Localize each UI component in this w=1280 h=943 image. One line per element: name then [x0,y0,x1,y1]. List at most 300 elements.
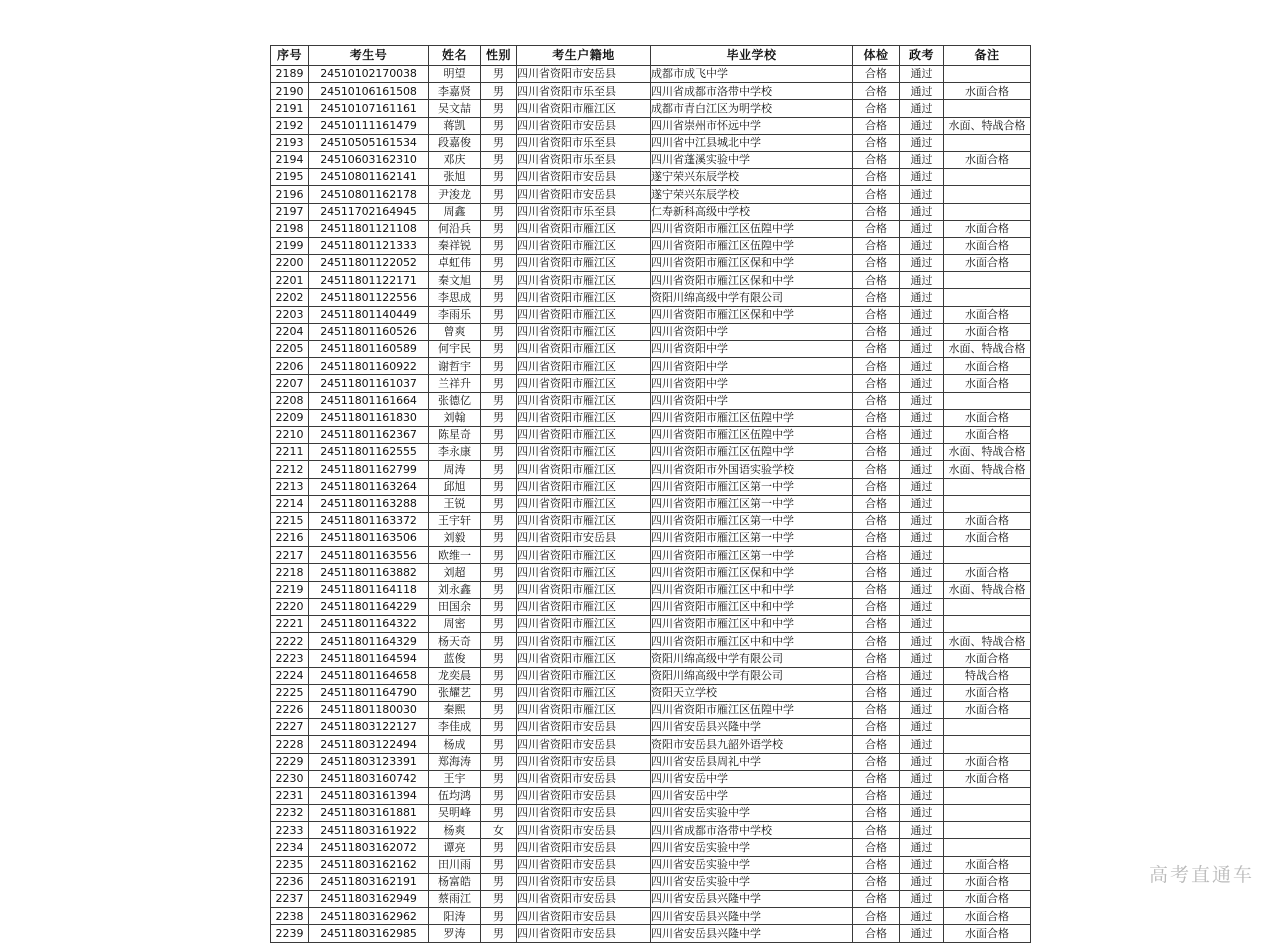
cell-exam: 24511801161664 [309,392,429,409]
cell-idx: 2194 [271,151,309,168]
table-row [271,83,1031,100]
table-row [271,66,1031,83]
cell-school: 仁寿新科高级中学校 [651,203,853,220]
cell-remark: 水面合格 [944,323,1031,340]
cell-exam: 24511803162985 [309,925,429,942]
cell-remark: 水面合格 [944,770,1031,787]
cell-name: 蔡雨江 [429,891,481,908]
cell-political: 通过 [900,633,944,650]
cell-name: 李佳成 [429,719,481,736]
cell-exam: 24511801162799 [309,461,429,478]
cell-school: 四川省安岳中学 [651,787,853,804]
table-row [271,255,1031,272]
cell-sex: 男 [481,616,517,633]
cell-sex: 男 [481,66,517,83]
cell-remark [944,169,1031,186]
cell-domicile: 四川省资阳市安岳县 [517,873,651,890]
cell-school: 成都市青白江区为明学校 [651,100,853,117]
cell-school: 四川省资阳市雁江区伍隍中学 [651,409,853,426]
cell-remark [944,547,1031,564]
cell-name: 张德亿 [429,392,481,409]
table-row [271,701,1031,718]
cell-idx: 2190 [271,83,309,100]
cell-political: 通过 [900,530,944,547]
cell-sex: 男 [481,100,517,117]
cell-school: 四川省资阳市雁江区保和中学 [651,306,853,323]
cell-idx: 2204 [271,323,309,340]
cell-school: 四川省安岳实验中学 [651,805,853,822]
cell-physical: 合格 [853,684,900,701]
cell-political: 通过 [900,839,944,856]
cell-exam: 24511801122052 [309,255,429,272]
table-row [271,633,1031,650]
cell-domicile: 四川省资阳市雁江区 [517,100,651,117]
cell-political: 通过 [900,358,944,375]
cell-name: 周鑫 [429,203,481,220]
cell-remark [944,66,1031,83]
cell-exam: 24511801164594 [309,650,429,667]
cell-remark: 水面合格 [944,701,1031,718]
cell-domicile: 四川省资阳市雁江区 [517,444,651,461]
table-row [271,822,1031,839]
cell-name: 刘毅 [429,530,481,547]
cell-political: 通过 [900,134,944,151]
cell-physical: 合格 [853,392,900,409]
cell-physical: 合格 [853,925,900,942]
cell-remark: 水面合格 [944,856,1031,873]
cell-remark [944,616,1031,633]
cell-physical: 合格 [853,633,900,650]
cell-remark: 水面合格 [944,530,1031,547]
cell-exam: 24511801164322 [309,616,429,633]
cell-idx: 2231 [271,787,309,804]
cell-sex: 男 [481,426,517,443]
cell-exam: 24511801164118 [309,581,429,598]
cell-political: 通过 [900,478,944,495]
cell-name: 罗涛 [429,925,481,942]
cell-school: 四川省资阳市雁江区中和中学 [651,616,853,633]
cell-domicile: 四川省资阳市雁江区 [517,650,651,667]
cell-exam: 24510102170038 [309,66,429,83]
cell-idx: 2195 [271,169,309,186]
table-body [271,66,1031,943]
cell-idx: 2238 [271,908,309,925]
cell-idx: 2217 [271,547,309,564]
cell-school: 四川省资阳市雁江区伍隍中学 [651,220,853,237]
cell-sex: 男 [481,770,517,787]
cell-political: 通过 [900,856,944,873]
cell-name: 段嘉俊 [429,134,481,151]
cell-school: 四川省成都市洛带中学校 [651,83,853,100]
cell-sex: 男 [481,117,517,134]
cell-sex: 男 [481,873,517,890]
table-row [271,684,1031,701]
cell-idx: 2222 [271,633,309,650]
cell-school: 四川省资阳市雁江区第一中学 [651,512,853,529]
table-row [271,375,1031,392]
cell-sex: 男 [481,409,517,426]
cell-sex: 男 [481,736,517,753]
cell-exam: 24511801121333 [309,237,429,254]
cell-domicile: 四川省资阳市雁江区 [517,495,651,512]
cell-political: 通过 [900,83,944,100]
cell-name: 王宇轩 [429,512,481,529]
cell-domicile: 四川省资阳市安岳县 [517,66,651,83]
cell-political: 通过 [900,220,944,237]
table-row [271,805,1031,822]
cell-political: 通过 [900,616,944,633]
cell-exam: 24511801160526 [309,323,429,340]
column-header-political-exam: 政考 [900,46,944,66]
table-row [271,306,1031,323]
cell-name: 何宇民 [429,341,481,358]
cell-remark: 水面、特战合格 [944,581,1031,598]
cell-idx: 2201 [271,272,309,289]
table-row [271,650,1031,667]
cell-physical: 合格 [853,341,900,358]
cell-sex: 男 [481,341,517,358]
cell-idx: 2239 [271,925,309,942]
cell-idx: 2237 [271,891,309,908]
cell-domicile: 四川省资阳市雁江区 [517,547,651,564]
cell-school: 四川省资阳市雁江区第一中学 [651,547,853,564]
cell-physical: 合格 [853,409,900,426]
cell-idx: 2232 [271,805,309,822]
cell-political: 通过 [900,426,944,443]
cell-name: 阳涛 [429,908,481,925]
cell-school: 四川省资阳市雁江区伍隍中学 [651,237,853,254]
cell-remark: 水面合格 [944,237,1031,254]
table-row [271,444,1031,461]
table-row [271,667,1031,684]
cell-idx: 2219 [271,581,309,598]
cell-name: 伍均鸿 [429,787,481,804]
table-row [271,598,1031,615]
cell-idx: 2226 [271,701,309,718]
cell-physical: 合格 [853,375,900,392]
cell-name: 王锐 [429,495,481,512]
cell-exam: 24511803162949 [309,891,429,908]
candidate-roster-table [270,45,1031,943]
cell-idx: 2210 [271,426,309,443]
cell-remark: 特战合格 [944,667,1031,684]
cell-physical: 合格 [853,650,900,667]
cell-domicile: 四川省资阳市雁江区 [517,255,651,272]
cell-physical: 合格 [853,289,900,306]
cell-sex: 男 [481,495,517,512]
cell-name: 秦祥锐 [429,237,481,254]
cell-sex: 男 [481,633,517,650]
cell-name: 卓虹伟 [429,255,481,272]
cell-remark: 水面合格 [944,409,1031,426]
cell-school: 四川省安岳县周礼中学 [651,753,853,770]
table-row [271,581,1031,598]
cell-physical: 合格 [853,719,900,736]
cell-school: 四川省资阳市雁江区中和中学 [651,633,853,650]
cell-remark [944,787,1031,804]
cell-exam: 24511803123391 [309,753,429,770]
cell-sex: 女 [481,822,517,839]
cell-political: 通过 [900,787,944,804]
table-row [271,925,1031,942]
cell-political: 通过 [900,255,944,272]
cell-idx: 2208 [271,392,309,409]
cell-political: 通过 [900,650,944,667]
cell-domicile: 四川省资阳市雁江区 [517,598,651,615]
cell-political: 通过 [900,237,944,254]
cell-exam: 24511803161881 [309,805,429,822]
cell-remark: 水面合格 [944,908,1031,925]
table-row [271,478,1031,495]
cell-physical: 合格 [853,203,900,220]
cell-sex: 男 [481,358,517,375]
cell-physical: 合格 [853,220,900,237]
watermark: 高考直通车 [1148,864,1254,886]
cell-sex: 男 [481,134,517,151]
cell-political: 通过 [900,753,944,770]
cell-domicile: 四川省资阳市雁江区 [517,426,651,443]
cell-political: 通过 [900,925,944,942]
cell-idx: 2198 [271,220,309,237]
table-row [271,341,1031,358]
cell-sex: 男 [481,186,517,203]
cell-domicile: 四川省资阳市安岳县 [517,805,651,822]
cell-domicile: 四川省资阳市雁江区 [517,375,651,392]
cell-remark [944,186,1031,203]
cell-domicile: 四川省资阳市安岳县 [517,719,651,736]
table-header-row [271,46,1031,66]
cell-exam: 24511803162072 [309,839,429,856]
cell-domicile: 四川省资阳市安岳县 [517,822,651,839]
cell-school: 四川省资阳市雁江区伍隍中学 [651,701,853,718]
cell-school: 资阳川绵高级中学有限公司 [651,667,853,684]
cell-domicile: 四川省资阳市乐至县 [517,203,651,220]
cell-idx: 2197 [271,203,309,220]
cell-sex: 男 [481,530,517,547]
cell-political: 通过 [900,581,944,598]
cell-political: 通过 [900,323,944,340]
cell-name: 李嘉贤 [429,83,481,100]
cell-name: 杨爽 [429,822,481,839]
cell-exam: 24511801162367 [309,426,429,443]
cell-idx: 2206 [271,358,309,375]
cell-political: 通过 [900,117,944,134]
table-row [271,358,1031,375]
cell-domicile: 四川省资阳市乐至县 [517,83,651,100]
cell-domicile: 四川省资阳市安岳县 [517,117,651,134]
cell-name: 邓庆 [429,151,481,168]
cell-remark: 水面合格 [944,220,1031,237]
cell-political: 通过 [900,598,944,615]
cell-name: 欧维一 [429,547,481,564]
cell-domicile: 四川省资阳市雁江区 [517,341,651,358]
cell-physical: 合格 [853,358,900,375]
cell-domicile: 四川省资阳市安岳县 [517,186,651,203]
cell-political: 通过 [900,341,944,358]
cell-physical: 合格 [853,822,900,839]
cell-idx: 2236 [271,873,309,890]
cell-school: 四川省资阳市雁江区中和中学 [651,581,853,598]
cell-idx: 2211 [271,444,309,461]
cell-name: 李雨乐 [429,306,481,323]
cell-political: 通过 [900,891,944,908]
cell-idx: 2218 [271,564,309,581]
cell-exam: 24511801161830 [309,409,429,426]
cell-school: 成都市成飞中学 [651,66,853,83]
cell-sex: 男 [481,684,517,701]
cell-physical: 合格 [853,169,900,186]
cell-sex: 男 [481,598,517,615]
cell-domicile: 四川省资阳市雁江区 [517,323,651,340]
cell-school: 四川省资阳市雁江区保和中学 [651,564,853,581]
cell-sex: 男 [481,255,517,272]
candidate-roster-table-container [270,45,1026,943]
cell-domicile: 四川省资阳市安岳县 [517,856,651,873]
cell-domicile: 四川省资阳市雁江区 [517,289,651,306]
cell-domicile: 四川省资阳市雁江区 [517,478,651,495]
cell-idx: 2207 [271,375,309,392]
cell-school: 四川省蓬溪实验中学 [651,151,853,168]
cell-exam: 24511803161394 [309,787,429,804]
cell-exam: 24511801161037 [309,375,429,392]
cell-name: 谢哲宇 [429,358,481,375]
cell-physical: 合格 [853,701,900,718]
cell-political: 通过 [900,289,944,306]
cell-idx: 2230 [271,770,309,787]
cell-sex: 男 [481,323,517,340]
column-header-name: 姓名 [429,46,481,66]
cell-sex: 男 [481,272,517,289]
cell-school: 四川省崇州市怀远中学 [651,117,853,134]
cell-idx: 2223 [271,650,309,667]
cell-domicile: 四川省资阳市雁江区 [517,564,651,581]
cell-remark: 水面合格 [944,358,1031,375]
cell-political: 通过 [900,736,944,753]
cell-physical: 合格 [853,581,900,598]
cell-name: 刘翰 [429,409,481,426]
cell-sex: 男 [481,650,517,667]
cell-remark: 水面、特战合格 [944,341,1031,358]
cell-name: 明望 [429,66,481,83]
cell-physical: 合格 [853,461,900,478]
cell-political: 通过 [900,151,944,168]
cell-sex: 男 [481,151,517,168]
cell-sex: 男 [481,908,517,925]
cell-name: 王宇 [429,770,481,787]
cell-idx: 2221 [271,616,309,633]
cell-name: 吴文喆 [429,100,481,117]
cell-sex: 男 [481,925,517,942]
cell-political: 通过 [900,805,944,822]
cell-domicile: 四川省资阳市雁江区 [517,581,651,598]
cell-remark: 水面合格 [944,306,1031,323]
table-row [271,753,1031,770]
cell-physical: 合格 [853,83,900,100]
cell-school: 四川省安岳实验中学 [651,839,853,856]
cell-political: 通过 [900,461,944,478]
cell-idx: 2227 [271,719,309,736]
cell-domicile: 四川省资阳市雁江区 [517,512,651,529]
table-row [271,770,1031,787]
cell-physical: 合格 [853,66,900,83]
cell-school: 四川省安岳中学 [651,770,853,787]
cell-physical: 合格 [853,478,900,495]
cell-physical: 合格 [853,770,900,787]
table-row [271,409,1031,426]
cell-domicile: 四川省资阳市安岳县 [517,891,651,908]
cell-domicile: 四川省资阳市安岳县 [517,736,651,753]
cell-exam: 24511801163882 [309,564,429,581]
cell-school: 资阳川绵高级中学有限公司 [651,289,853,306]
cell-domicile: 四川省资阳市乐至县 [517,134,651,151]
table-row [271,839,1031,856]
table-row [271,547,1031,564]
cell-remark: 水面、特战合格 [944,633,1031,650]
cell-name: 田川雨 [429,856,481,873]
cell-name: 周涛 [429,461,481,478]
cell-exam: 24511803162162 [309,856,429,873]
cell-physical: 合格 [853,255,900,272]
cell-physical: 合格 [853,616,900,633]
cell-remark: 水面合格 [944,512,1031,529]
cell-name: 杨富皓 [429,873,481,890]
cell-school: 遂宁荣兴东辰学校 [651,169,853,186]
cell-name: 邱旭 [429,478,481,495]
cell-remark: 水面合格 [944,151,1031,168]
cell-name: 陈星奇 [429,426,481,443]
cell-sex: 男 [481,444,517,461]
cell-political: 通过 [900,719,944,736]
cell-idx: 2233 [271,822,309,839]
cell-school: 遂宁荣兴东辰学校 [651,186,853,203]
cell-exam: 24511801163264 [309,478,429,495]
cell-idx: 2209 [271,409,309,426]
cell-idx: 2229 [271,753,309,770]
cell-exam: 24511801164329 [309,633,429,650]
cell-exam: 24511801163288 [309,495,429,512]
cell-name: 田国余 [429,598,481,615]
cell-school: 资阳天立学校 [651,684,853,701]
table-row [271,891,1031,908]
cell-name: 秦文旭 [429,272,481,289]
cell-political: 通过 [900,272,944,289]
cell-physical: 合格 [853,323,900,340]
cell-physical: 合格 [853,495,900,512]
cell-exam: 24510107161161 [309,100,429,117]
cell-school: 四川省资阳中学 [651,358,853,375]
cell-remark: 水面合格 [944,873,1031,890]
cell-school: 四川省安岳实验中学 [651,873,853,890]
cell-political: 通过 [900,306,944,323]
cell-exam: 24511801164790 [309,684,429,701]
cell-remark [944,203,1031,220]
table-row [271,289,1031,306]
cell-sex: 男 [481,203,517,220]
cell-political: 通过 [900,701,944,718]
cell-exam: 24511801164658 [309,667,429,684]
cell-school: 四川省资阳市雁江区第一中学 [651,478,853,495]
cell-political: 通过 [900,873,944,890]
column-header-index: 序号 [271,46,309,66]
cell-name: 李思成 [429,289,481,306]
table-header [271,46,1031,66]
table-row [271,719,1031,736]
cell-idx: 2235 [271,856,309,873]
cell-physical: 合格 [853,272,900,289]
cell-domicile: 四川省资阳市雁江区 [517,237,651,254]
cell-remark [944,272,1031,289]
cell-exam: 24511801140449 [309,306,429,323]
